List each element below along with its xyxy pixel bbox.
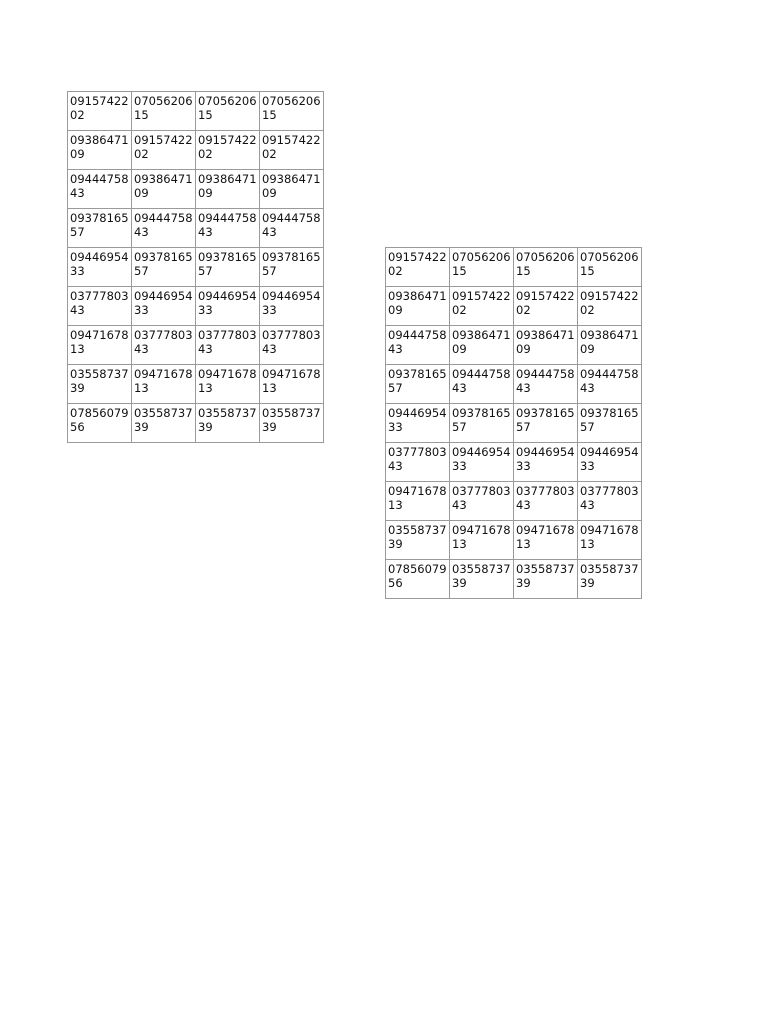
table-body — [386, 248, 642, 599]
table-cell: 09157422 02 — [68, 92, 132, 131]
table-cell: 07856079 56 — [386, 560, 450, 599]
table-cell: 09157422 02 — [196, 131, 260, 170]
table-row — [386, 365, 642, 404]
table-cell: 09386471 09 — [196, 170, 260, 209]
table-cell: 09378165 57 — [196, 248, 260, 287]
table-cell: 07056206 15 — [450, 248, 514, 287]
table-cell: 09157422 02 — [578, 287, 642, 326]
table-cell: 09444758 43 — [450, 365, 514, 404]
table-cell: 03777803 43 — [386, 443, 450, 482]
table-cell: 09471678 13 — [132, 365, 196, 404]
table-cell: 09378165 57 — [68, 209, 132, 248]
table-cell: 07056206 15 — [132, 92, 196, 131]
table-cell: 09378165 57 — [132, 248, 196, 287]
table-cell: 09444758 43 — [196, 209, 260, 248]
phone-number-table-left — [67, 91, 324, 443]
table-row — [68, 248, 324, 287]
table-cell: 09446954 33 — [386, 404, 450, 443]
table-cell: 09471678 13 — [260, 365, 324, 404]
table-row — [386, 560, 642, 599]
table-row — [68, 209, 324, 248]
table-cell: 09378165 57 — [386, 365, 450, 404]
table-row — [68, 404, 324, 443]
table-cell: 03777803 43 — [196, 326, 260, 365]
table-cell: 03558737 39 — [132, 404, 196, 443]
table-cell: 07856079 56 — [68, 404, 132, 443]
table-row — [386, 404, 642, 443]
table-cell: 09378165 57 — [514, 404, 578, 443]
table-cell: 03558737 39 — [578, 560, 642, 599]
table-cell: 03558737 39 — [450, 560, 514, 599]
table-cell: 09444758 43 — [132, 209, 196, 248]
table-row — [68, 131, 324, 170]
table-row — [386, 326, 642, 365]
table-row — [386, 482, 642, 521]
table-cell: 09471678 13 — [386, 482, 450, 521]
table-cell: 09157422 02 — [260, 131, 324, 170]
table-cell: 09471678 13 — [450, 521, 514, 560]
table-row — [386, 248, 642, 287]
table-cell: 09378165 57 — [578, 404, 642, 443]
table-body — [68, 92, 324, 443]
table-cell: 03558737 39 — [68, 365, 132, 404]
phone-number-table-right — [385, 247, 642, 599]
table-row — [68, 365, 324, 404]
table-cell: 03558737 39 — [196, 404, 260, 443]
table-row — [68, 92, 324, 131]
table-cell: 07056206 15 — [514, 248, 578, 287]
table-cell: 09471678 13 — [68, 326, 132, 365]
table-cell: 09444758 43 — [68, 170, 132, 209]
table-cell: 09446954 33 — [132, 287, 196, 326]
table-row — [386, 443, 642, 482]
table-cell: 09446954 33 — [578, 443, 642, 482]
table-cell: 07056206 15 — [578, 248, 642, 287]
table-cell: 09386471 09 — [514, 326, 578, 365]
table-cell: 07056206 15 — [196, 92, 260, 131]
table-cell: 09157422 02 — [450, 287, 514, 326]
table-cell: 03777803 43 — [450, 482, 514, 521]
table-cell: 09471678 13 — [578, 521, 642, 560]
table-cell: 09444758 43 — [386, 326, 450, 365]
table-cell: 09446954 33 — [514, 443, 578, 482]
table-cell: 03777803 43 — [260, 326, 324, 365]
table-cell: 09157422 02 — [132, 131, 196, 170]
table-cell: 09386471 09 — [578, 326, 642, 365]
table-cell: 09446954 33 — [68, 248, 132, 287]
table-cell: 09157422 02 — [514, 287, 578, 326]
table-cell: 09446954 33 — [450, 443, 514, 482]
table-cell: 09444758 43 — [578, 365, 642, 404]
table-cell: 09444758 43 — [514, 365, 578, 404]
table-cell: 09378165 57 — [260, 248, 324, 287]
table-cell: 03558737 39 — [386, 521, 450, 560]
table-cell: 03777803 43 — [578, 482, 642, 521]
table-cell: 07056206 15 — [260, 92, 324, 131]
table-row — [68, 326, 324, 365]
table-cell: 09471678 13 — [514, 521, 578, 560]
table-cell: 09386471 09 — [386, 287, 450, 326]
table-cell: 03558737 39 — [260, 404, 324, 443]
table-row — [68, 170, 324, 209]
table-cell: 09386471 09 — [132, 170, 196, 209]
table-cell: 09157422 02 — [386, 248, 450, 287]
table-cell: 03777803 43 — [132, 326, 196, 365]
table-cell: 09386471 09 — [450, 326, 514, 365]
table-cell: 09386471 09 — [68, 131, 132, 170]
table-cell: 09444758 43 — [260, 209, 324, 248]
table-row — [68, 287, 324, 326]
table-cell: 03558737 39 — [514, 560, 578, 599]
table-cell: 09446954 33 — [260, 287, 324, 326]
table-row — [386, 521, 642, 560]
table-cell: 03777803 43 — [514, 482, 578, 521]
table-cell: 09471678 13 — [196, 365, 260, 404]
table-cell: 09446954 33 — [196, 287, 260, 326]
table-row — [386, 287, 642, 326]
table-cell: 03777803 43 — [68, 287, 132, 326]
table-cell: 09378165 57 — [450, 404, 514, 443]
table-cell: 09386471 09 — [260, 170, 324, 209]
